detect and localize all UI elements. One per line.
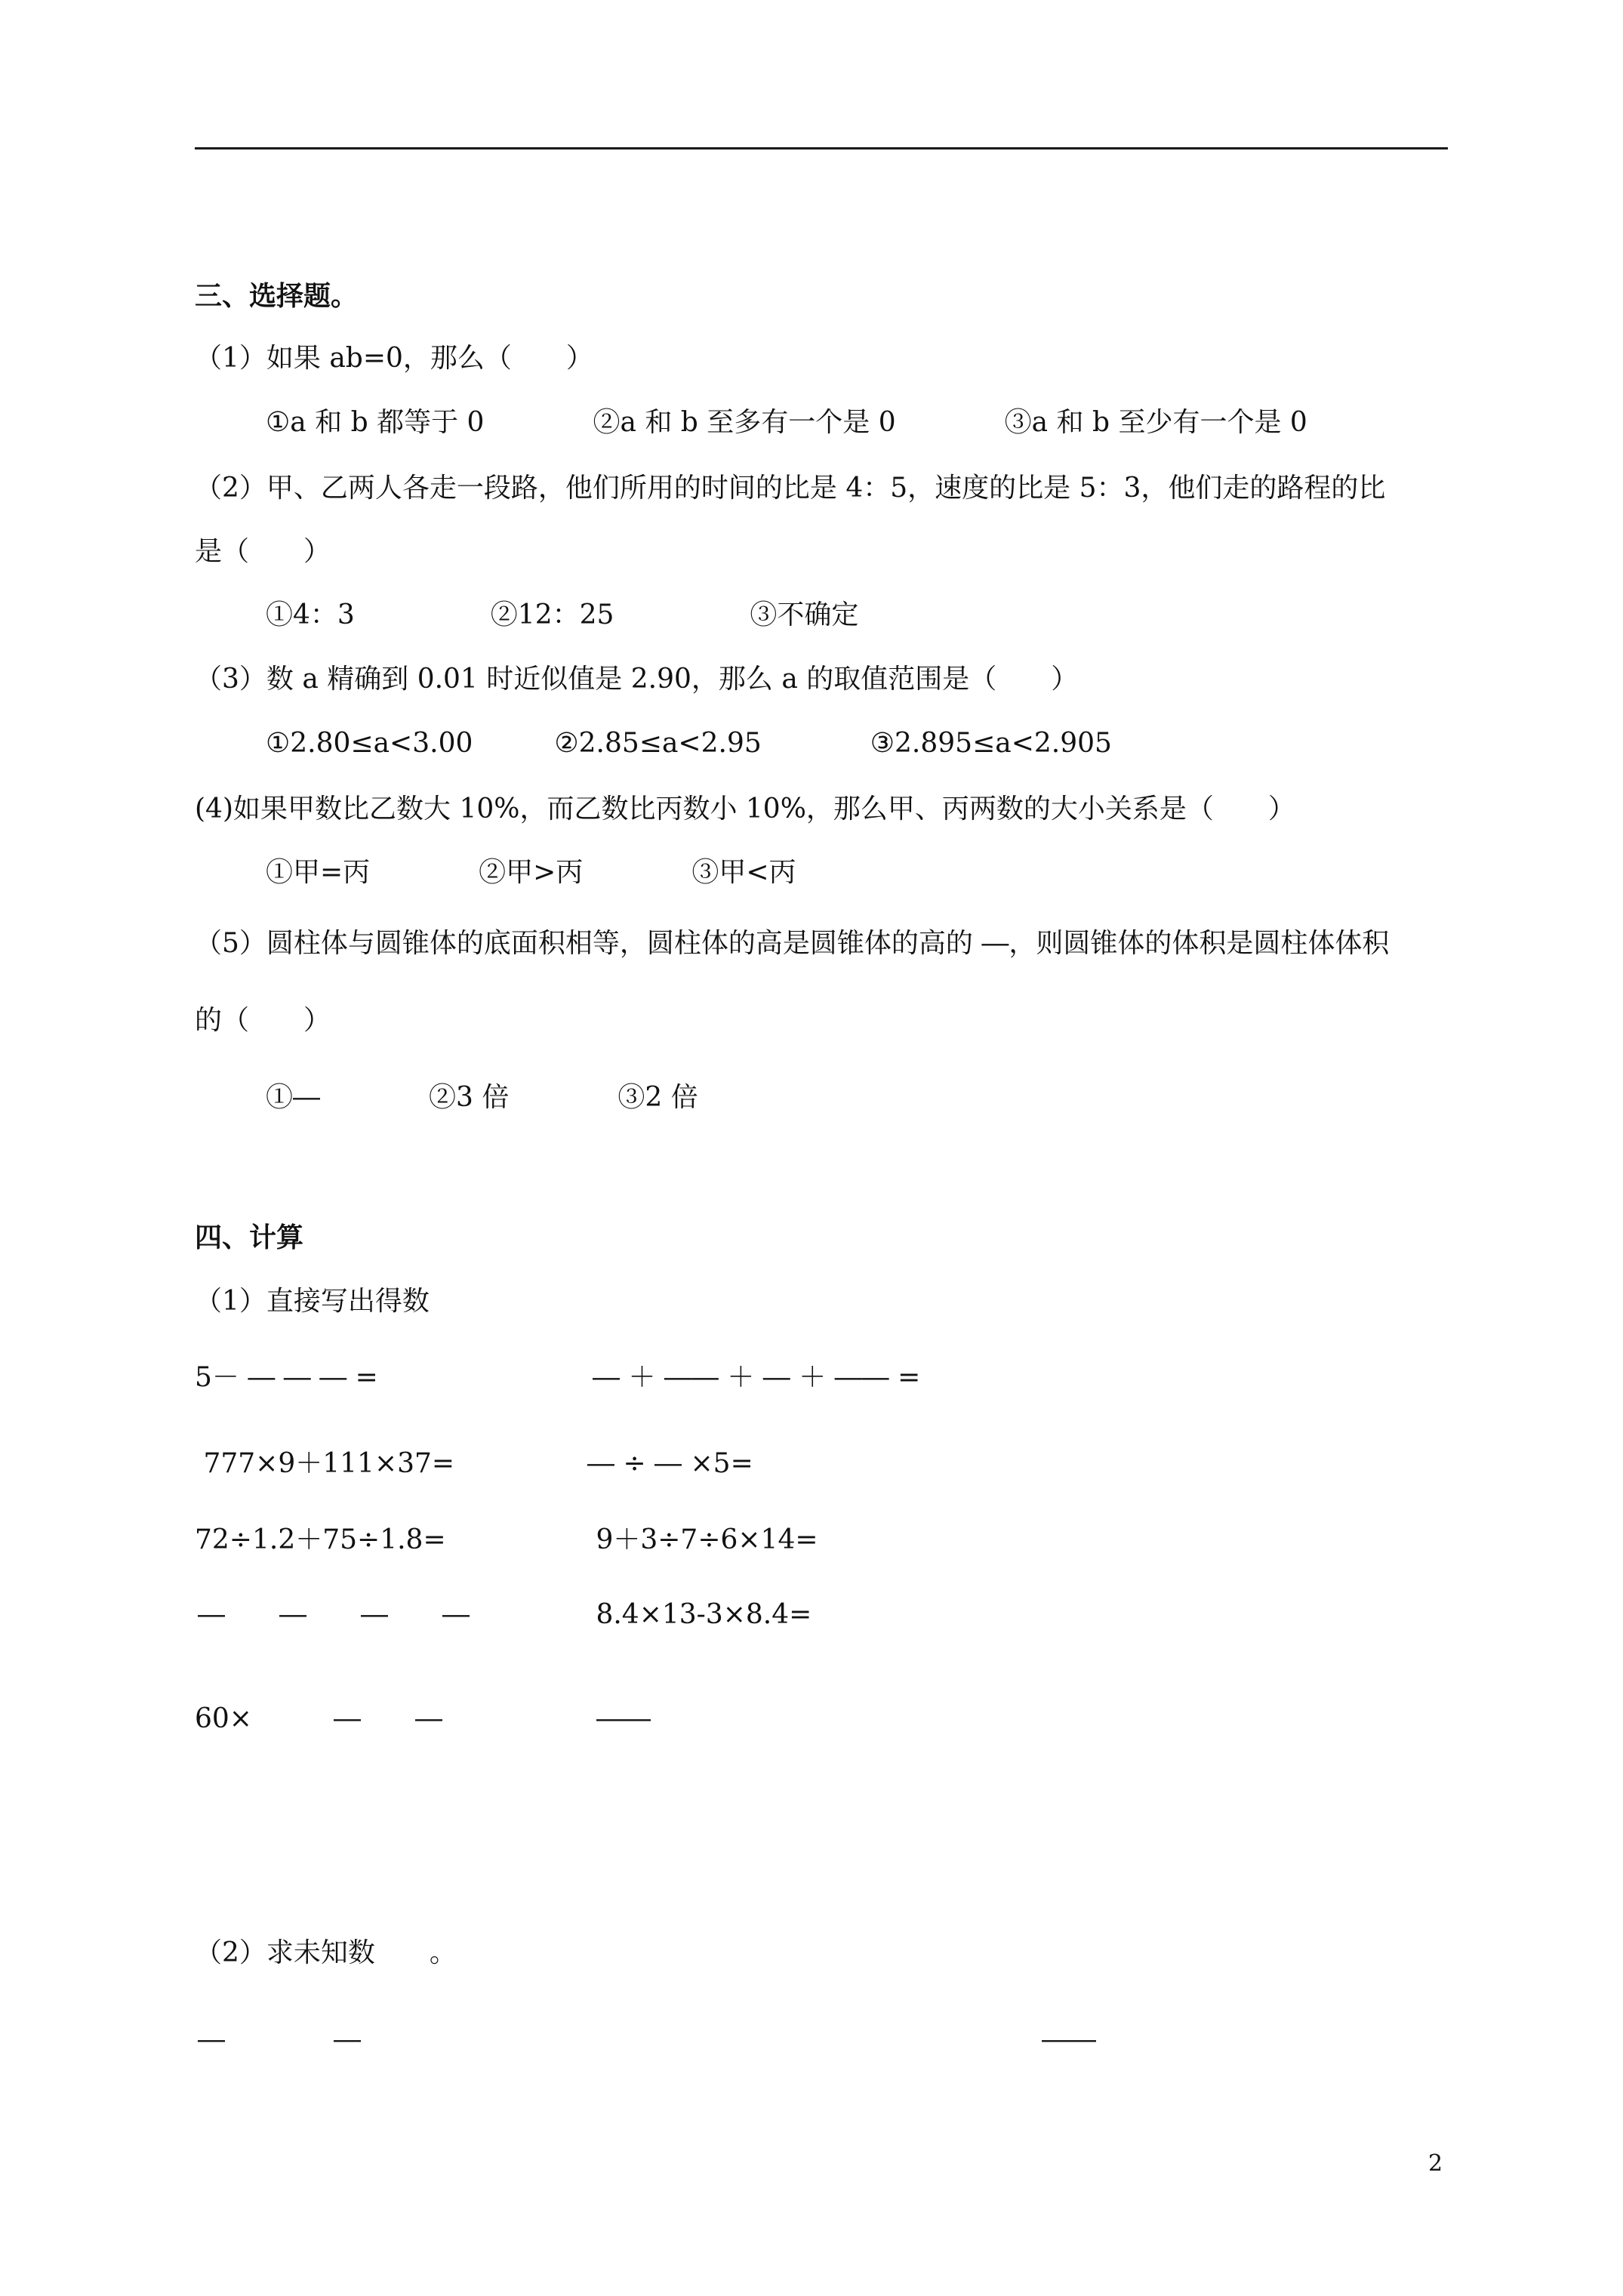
q2-stem-line1: （2）甲、乙两人各走一段路，他们所用的时间的比是 4：5，速度的比是 5：3，他们走的路程的比 [195,473,1386,504]
equation-right: ―― [1042,2024,1096,2055]
sub-2-title: （2）求未知数 。 [195,1937,457,1968]
header-rule [195,147,1448,149]
q5-stem-line2: 的（ ） [195,1005,331,1036]
calc-row-1-right: ― ＋ ―― ＋ ― ＋ ―― = [593,1362,921,1393]
calc-row-1-left: 5－ ― ― ― = [195,1362,378,1393]
q2-stem-line2: 是（ ） [195,536,331,567]
q5-options: ①― ②3 倍 ③2 倍 [266,1082,698,1113]
section-3-title: 三、选择题。 [195,280,359,312]
calc-row-5-right: ―― [596,1703,651,1734]
page-number: 2 [1428,2150,1443,2177]
q1-options: ①a 和 b 都等于 0 ②a 和 b 至多有一个是 0 ③a 和 b 至少有一个是 0 [266,407,1307,438]
equation-left: ― ― [198,2024,362,2055]
q5-stem-line1: （5）圆柱体与圆锥体的底面积相等，圆柱体的高是圆锥体的高的 ―，则圆锥体的体积是圆柱体体积 [195,928,1390,959]
section-4-title: 四、计算 [195,1222,304,1253]
calc-row-4-left: ― ― ― ― [198,1599,470,1630]
calc-row-2-left: 777×9＋111×37= [195,1448,455,1479]
q3-stem: （3）数 a 精确到 0.01 时近似值是 2.90，那么 a 的取值范围是（ ） [195,664,1079,695]
q3-options: ①2.80≤a<3.00 ②2.85≤a<2.95 ③2.895≤a<2.905 [266,728,1112,759]
sub-1-title: （1）直接写出得数 [195,1286,430,1317]
calc-row-4-right: 8.4×13-3×8.4= [587,1599,812,1630]
q1-stem: （1）如果 ab=0，那么（ ） [195,343,593,374]
calc-row-5-left: 60× ― ― [195,1703,442,1734]
q2-options: ①4：3 ②12：25 ③不确定 [266,599,859,630]
calc-row-3-right: 9＋3÷7÷6×14= [587,1524,818,1555]
calc-row-2-right: ― ÷ ― ×5= [587,1448,753,1479]
q4-options: ①甲=丙 ②甲>丙 ③甲<丙 [266,857,796,888]
q4-stem: (4)如果甲数比乙数大 10%，而乙数比丙数小 10%，那么甲、丙两数的大小关系是（ ） [195,794,1295,824]
calc-row-3-left: 72÷1.2＋75÷1.8= [195,1524,446,1555]
